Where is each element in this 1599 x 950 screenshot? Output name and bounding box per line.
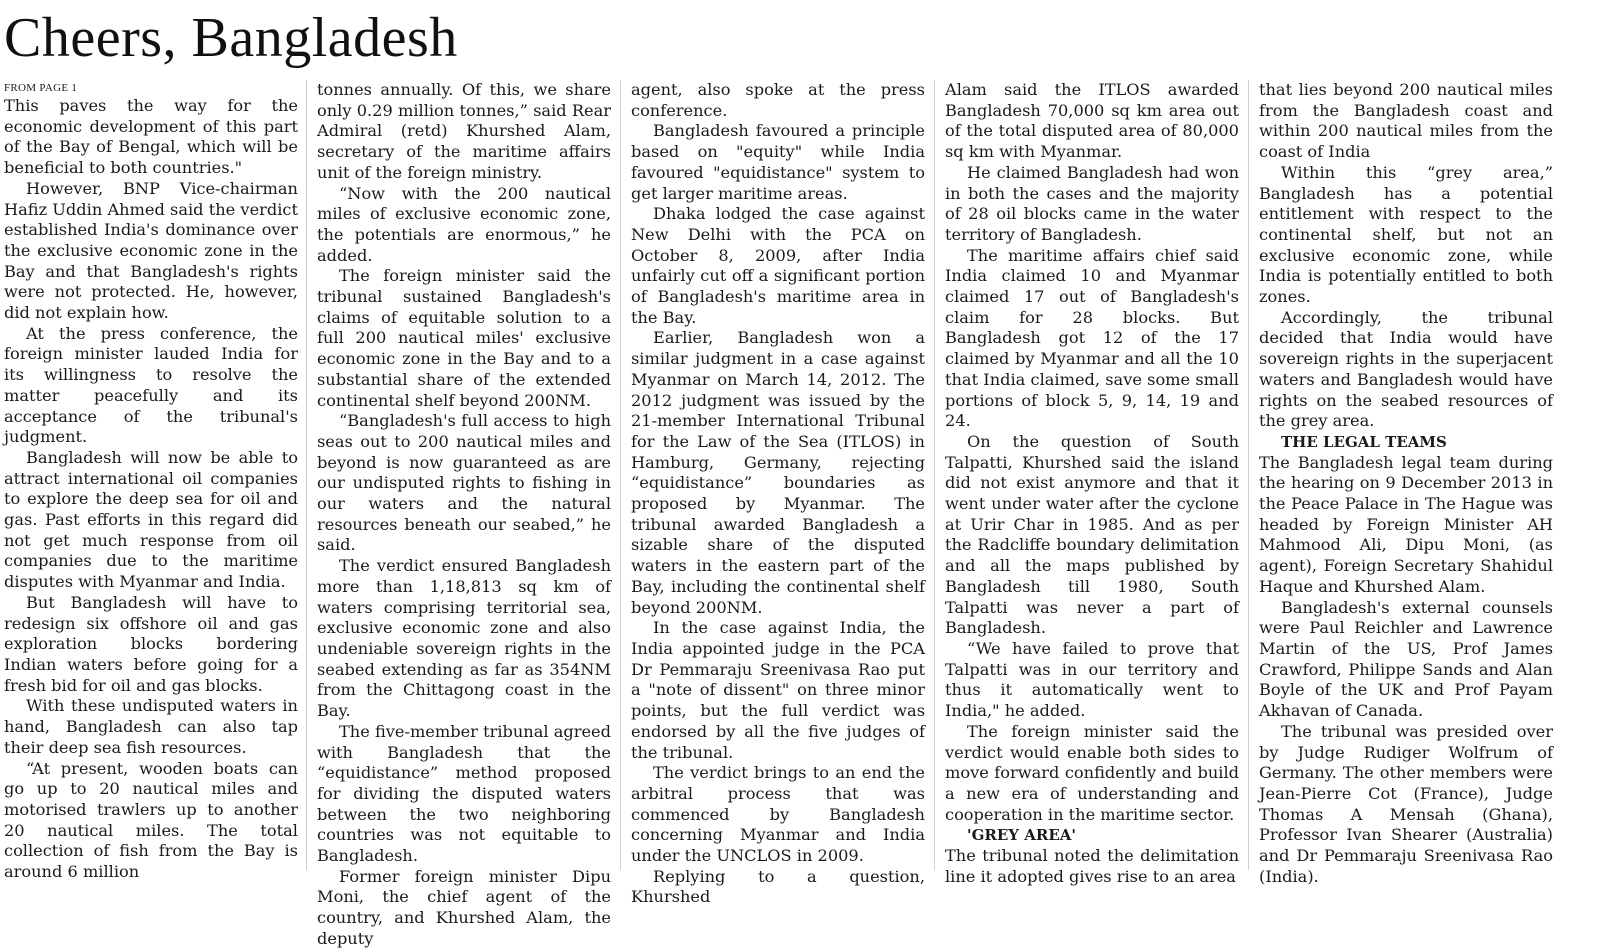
column-rule	[620, 80, 621, 870]
paragraph: The foreign minister said the verdict would enable both sides to move forward confidently and build a new era of understanding and cooperation in the maritime sector.	[945, 721, 1239, 824]
paragraph: Within this “grey area,” Bangladesh has a potential entitlement with respect to the continental shelf, but not an exclusive economic zone, while India is potentially entitled to both zones.	[1259, 162, 1553, 307]
column-rule	[306, 80, 307, 870]
paragraph: However, BNP Vice-chairman Hafiz Uddin Ahmed said the verdict established India's dominance over the exclusive economic zone in the Bay and that Bangladesh's rights were not protected. He, however, did not explain how.	[4, 178, 298, 323]
article-column-5	[1259, 80, 1553, 886]
column-rule	[934, 80, 935, 870]
paragraph: But Bangladesh will have to redesign six offshore oil and gas exploration blocks bordering Indian waters before going for a fresh bid for oil and gas blocks.	[4, 592, 298, 695]
paragraph: Replying to a question, Khurshed	[631, 866, 925, 907]
subhead-grey-area: 'GREY AREA'	[967, 826, 1076, 845]
paragraph: Bangladesh's external counsels were Paul Reichler and Lawrence Martin of the US, Prof James Crawford, Philippe Sands and Alan Boyle of the UK and Prof Payam Akhavan of Canada.	[1259, 597, 1553, 721]
paragraph: With these undisputed waters in hand, Bangladesh can also tap their deep sea fish resources.	[4, 696, 298, 757]
paragraph: “We have failed to prove that Talpatti was in our territory and thus it automatically went to India," he added.	[945, 638, 1239, 721]
paragraph: “Bangladesh's full access to high seas out to 200 nautical miles and beyond is now guaranteed as are our undisputed rights to fishing in our waters and the natural resources beneath our seabed,” he said.	[317, 411, 611, 555]
paragraph: The verdict brings to an end the arbitral process that was commenced by Bangladesh concerning Myanmar and India under the UNCLOS in 2009.	[631, 763, 925, 866]
paragraph: that lies beyond 200 nautical miles from the Bangladesh coast and within 200 nautical miles from the coast of India	[1259, 80, 1553, 162]
headline: Cheers, Bangladesh	[4, 7, 458, 69]
article-column-2	[317, 80, 611, 948]
paragraph: The maritime affairs chief said India claimed 10 and Myanmar claimed 17 out of Bangladesh's claim for 28 blocks. But Bangladesh got 12 of the 17 claimed by Myanmar and all the 10 that India claimed, save some small portions of block 5, 9, 14, 19 and 24.	[945, 245, 1239, 431]
subhead-legal-teams: THE LEGAL TEAMS	[1281, 432, 1447, 451]
paragraph: Alam said the ITLOS awarded Bangladesh 70,000 sq km area out of the total disputed area of 80,000 sq km with Myanmar.	[945, 80, 1239, 162]
paragraph: Bangladesh will now be able to attract international oil companies to explore the deep sea for oil and gas. Past efforts in this regard did not get much response from oil companies due to the maritime disputes with Myanmar and India.	[4, 447, 298, 592]
paragraph: The verdict ensured Bangladesh more than 1,18,813 sq km of waters comprising territorial sea, exclusive economic zone and also undeniable sovereign rights in the seabed extending as far as 354NM from the Chittagong coast in the Bay.	[317, 556, 611, 721]
paragraph: agent, also spoke at the press conference.	[631, 80, 925, 120]
paragraph: At the press conference, the foreign minister lauded India for its willingness to resolve the matter peacefully and its acceptance of the tribunal's judgment.	[4, 323, 298, 447]
paragraph: The tribunal was presided over by Judge Rudiger Wolfrum of Germany. The other members were Jean-Pierre Cot (France), Judge Thomas A Mensah (Ghana), Professor Ivan Shearer (Australia) and Dr Pemmaraju Sreenivasa Rao (India).	[1259, 721, 1553, 886]
paragraph: He claimed Bangladesh had won in both the cases and the majority of 28 oil blocks came in the water territory of Bangladesh.	[945, 162, 1239, 244]
paragraph: On the question of South Talpatti, Khurshed said the island did not exist anymore and that it went under water after the cyclone at Urir Char in 1985. And as per the Radcliffe boundary delimitation and all the maps published by Bangladesh till 1980, South Talpatti was never a part of Bangladesh.	[945, 431, 1239, 638]
paragraph: The tribunal noted the delimitation line it adopted gives rise to an area	[945, 846, 1239, 886]
paragraph: “At present, wooden boats can go up to 20 nautical miles and motorised trawlers up to another 20 nautical miles. The total collection of fish from the Bay is around 6 million	[4, 758, 298, 882]
paragraph: In the case against India, the India appointed judge in the PCA Dr Pemmaraju Sreenivasa Rao put a "note of dissent" on three minor points, but the full verdict was endorsed by all the five judges of the tribunal.	[631, 618, 925, 762]
column-rule	[1248, 80, 1249, 870]
paragraph: Former foreign minister Dipu Moni, the chief agent of the country, and Khurshed Alam, the deputy	[317, 866, 611, 948]
paragraph: “Now with the 200 nautical miles of exclusive economic zone, the potentials are enormous,” he added.	[317, 183, 611, 265]
kicker-from-page-1: FROM PAGE 1	[4, 82, 78, 94]
paragraph: tonnes annually. Of this, we share only 0.29 million tonnes,” said Rear Admiral (retd) Khurshed Alam, secretary of the maritime affairs unit of the foreign ministry.	[317, 80, 611, 182]
paragraph: The Bangladesh legal team during the hearing on 9 December 2013 in the Peace Palace in The Hague was headed by Foreign Minister AH Mahmood Ali, Dipu Moni, (as agent), Foreign Secretary Shahidul Haque and Khurshed Alam.	[1259, 452, 1553, 596]
article-column-3	[631, 80, 925, 907]
paragraph: The foreign minister said the tribunal sustained Bangladesh's claims of equitable solution to a full 200 nautical miles' exclusive economic zone in the Bay and to a substantial share of the extended continental shelf beyond 200NM.	[317, 266, 611, 410]
article-column-4	[945, 80, 1239, 886]
paragraph: Earlier, Bangladesh won a similar judgment in a case against Myanmar on March 14, 2012. The 2012 judgment was issued by the 21-member International Tribunal for the Law of the Sea (ITLOS) in Hamburg, Germany, rejecting “equidistance” boundaries as proposed by Myanmar. The tribunal awarded Bangladesh a sizable share of the disputed waters in the eastern part of the Bay, including the continental shelf beyond 200NM.	[631, 328, 925, 617]
paragraph: This paves the way for the economic development of this part of the Bay of Bengal, which will be beneficial to both countries."	[4, 96, 298, 178]
paragraph: Dhaka lodged the case against New Delhi with the PCA on October 8, 2009, after India unfairly cut off a significant portion of Bangladesh's maritime area in the Bay.	[631, 204, 925, 327]
paragraph: The five-member tribunal agreed with Bangladesh that the “equidistance” method proposed for dividing the disputed waters between the two neighboring countries was not equitable to Bangladesh.	[317, 721, 611, 866]
paragraph: Accordingly, the tribunal decided that India would have sovereign rights in the superjacent waters and Bangladesh would have rights on the seabed resources of the grey area.	[1259, 307, 1553, 431]
paragraph: Bangladesh favoured a principle based on "equity" while India favoured "equidistance" system to get larger maritime areas.	[631, 121, 925, 203]
article-column-1	[4, 80, 298, 882]
